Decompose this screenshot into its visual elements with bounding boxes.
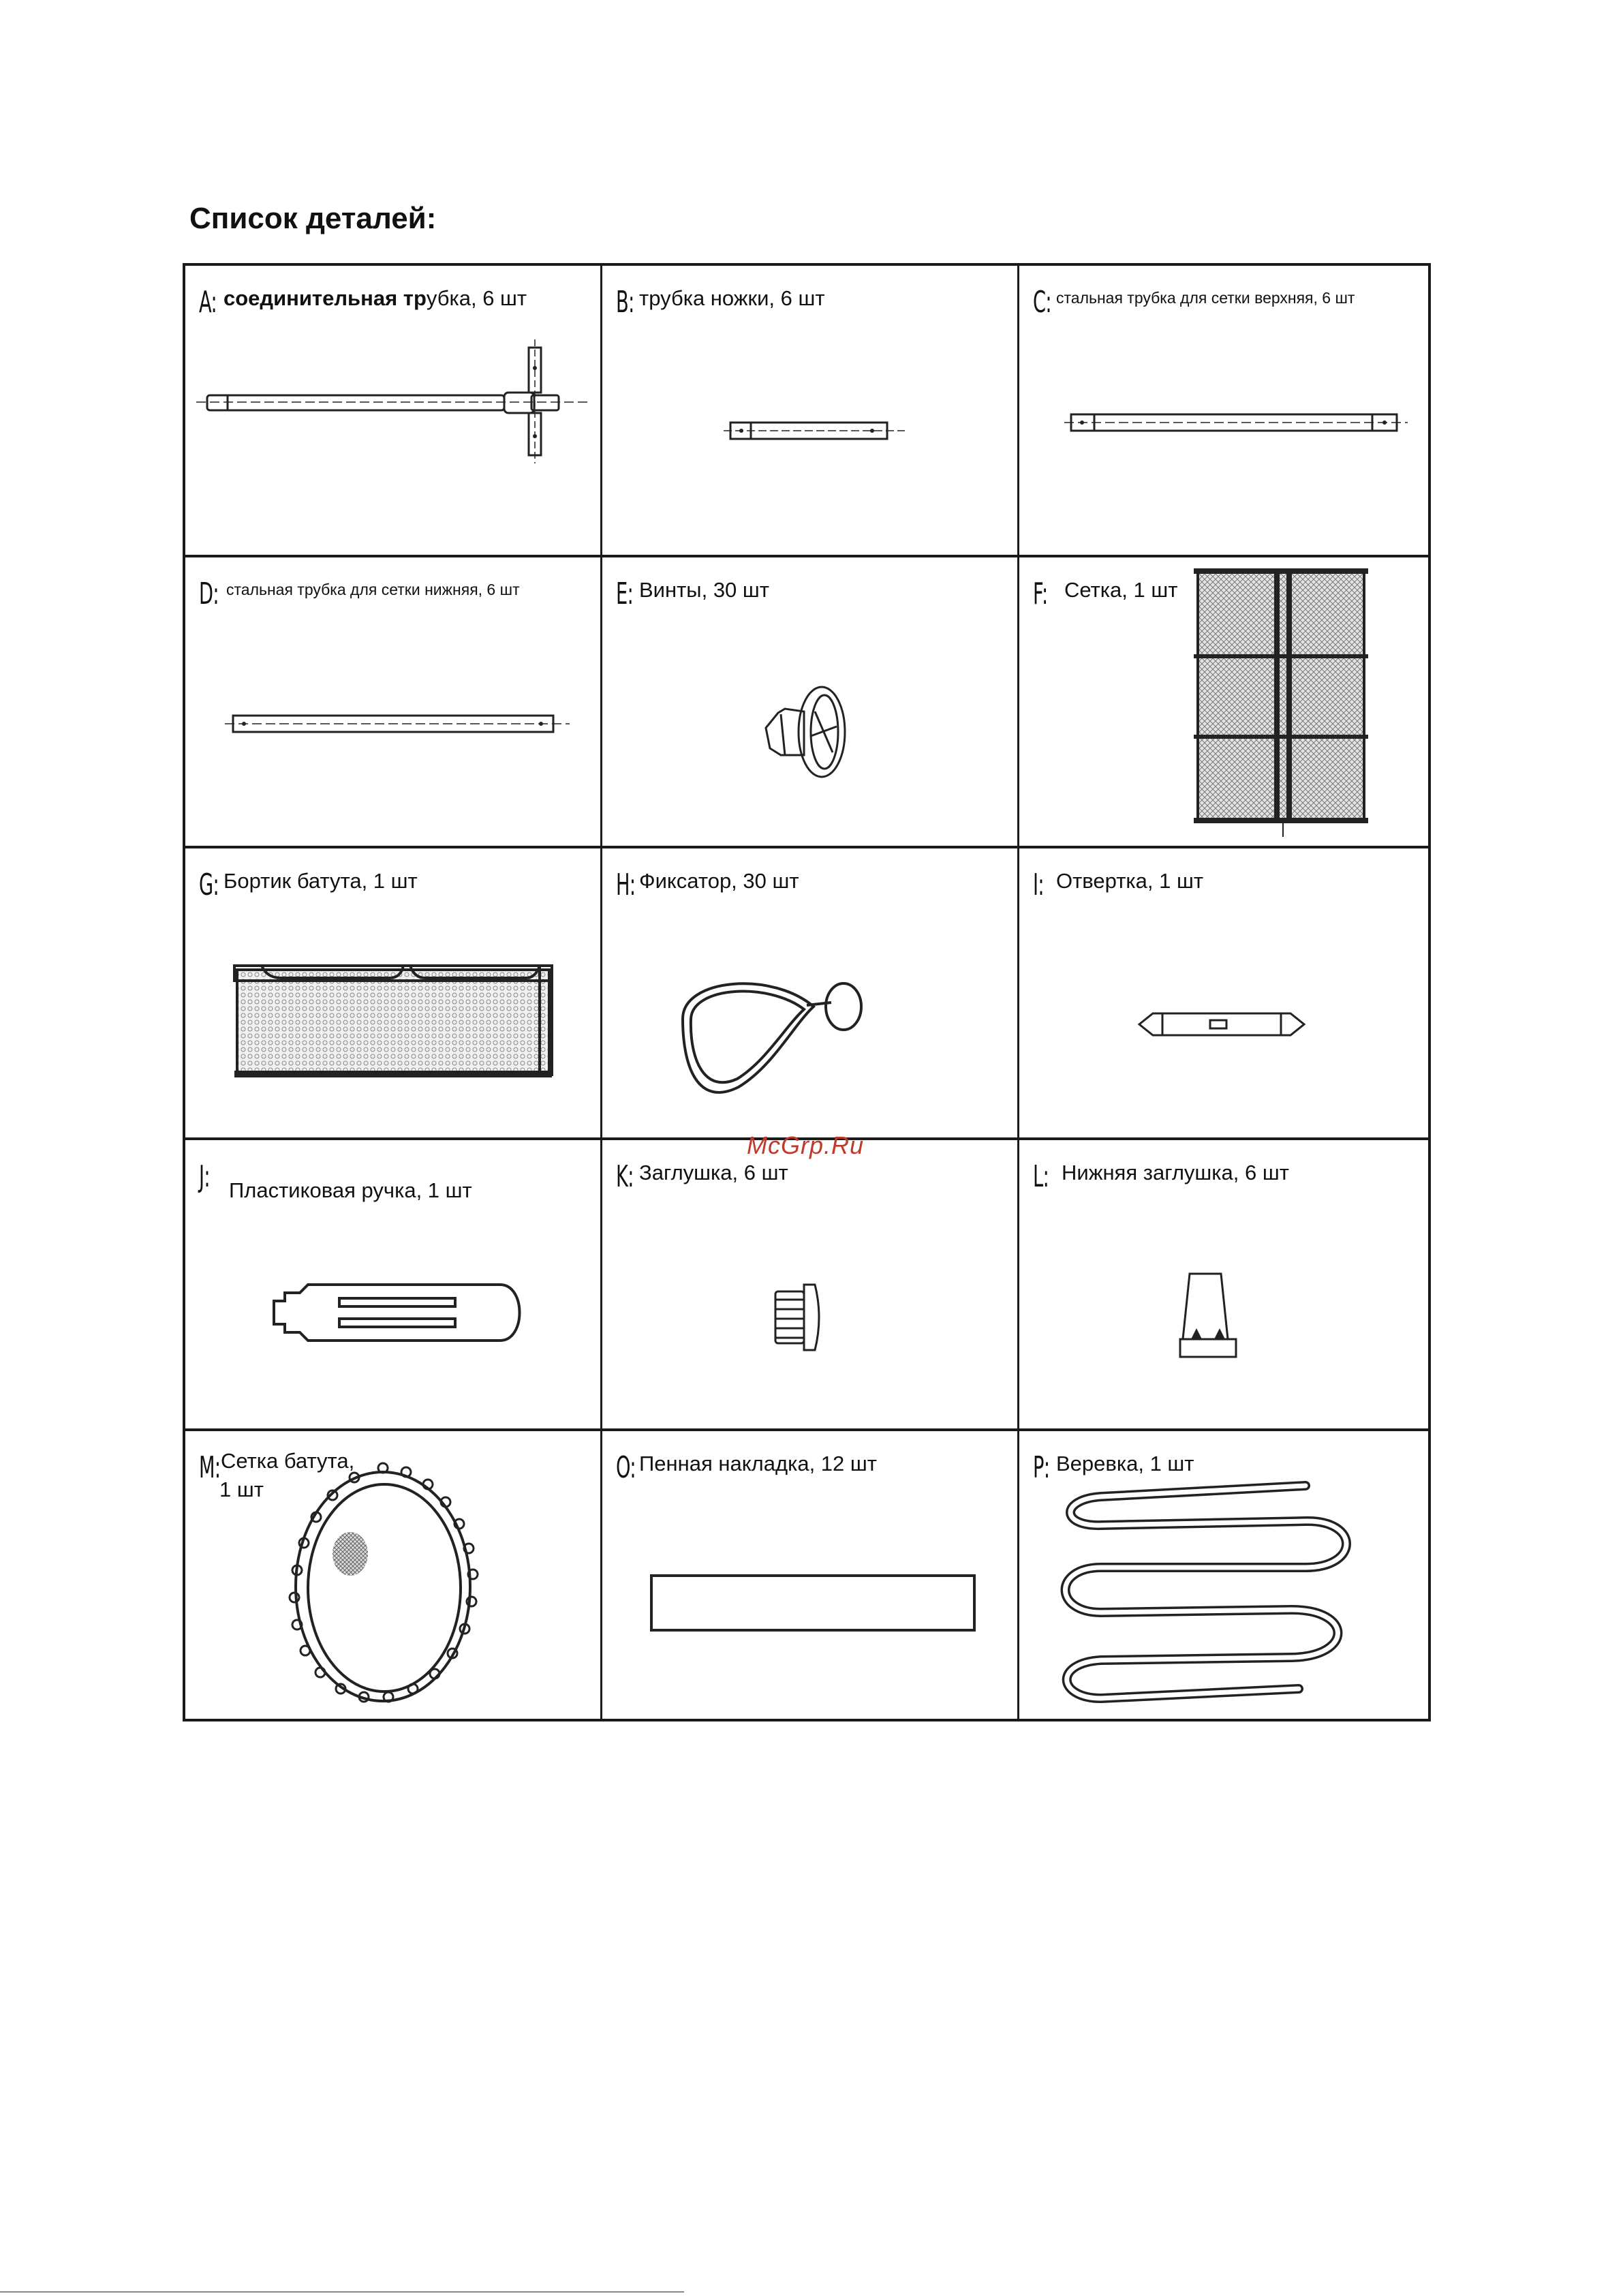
bottom-cap-icon	[1019, 1140, 1431, 1428]
part-label: Бортик батута, 1 шт	[223, 869, 418, 893]
part-label: Нижняя заглушка, 6 шт	[1062, 1161, 1289, 1184]
part-label: Винты, 30 шт	[639, 578, 769, 602]
part-letter: P:	[1033, 1450, 1050, 1485]
part-letter: O:	[616, 1450, 636, 1485]
part-label: Пластиковая ручка, 1 шт	[229, 1178, 472, 1202]
part-letter: F:	[1033, 577, 1048, 611]
lower-net-tube-icon	[185, 557, 600, 846]
part-label-bold: соединительная тр	[223, 286, 427, 310]
part-letter: B:	[616, 285, 634, 320]
net-icon	[1019, 557, 1431, 846]
part-cell-o	[602, 1431, 1017, 1719]
part-label: стальная трубка для сетки нижняя, 6 шт	[226, 581, 520, 598]
connecting-tube-icon	[185, 266, 600, 555]
part-cell-a	[185, 266, 600, 555]
part-label-qty: 1 шт	[219, 1478, 264, 1501]
part-label: трубка ножки, 6 шт	[639, 286, 825, 310]
part-letter: H:	[616, 868, 636, 902]
part-cell-j	[185, 1140, 600, 1428]
part-letter: C:	[1033, 285, 1051, 320]
part-cell-i	[1019, 848, 1431, 1137]
fixing-loop-icon	[602, 848, 1017, 1137]
foam-pad-icon	[602, 1431, 1017, 1719]
screwdriver-icon	[1019, 848, 1431, 1137]
part-cell-e	[602, 557, 1017, 846]
part-cell-c	[1019, 266, 1431, 555]
part-cell-p	[1019, 1431, 1431, 1719]
part-label: Заглушка, 6 шт	[639, 1161, 788, 1184]
part-cell-g	[185, 848, 600, 1137]
part-letter: L:	[1033, 1159, 1049, 1194]
part-label: Фиксатор, 30 шт	[639, 869, 799, 893]
part-cell-m	[185, 1431, 600, 1719]
part-letter: I:	[1033, 868, 1045, 902]
watermark: McGrp.Ru	[747, 1131, 865, 1159]
bottom-rule	[0, 2291, 684, 2293]
upper-net-tube-icon	[1019, 266, 1431, 555]
part-letter: E:	[616, 577, 634, 611]
part-label: стальная трубка для сетки верхняя, 6 шт	[1056, 289, 1355, 307]
part-cell-k	[602, 1140, 1017, 1428]
parts-table	[183, 263, 1431, 1721]
end-cap-icon	[602, 1140, 1017, 1428]
part-letter: J:	[199, 1159, 211, 1194]
part-cell-h	[602, 848, 1017, 1137]
part-cell-d	[185, 557, 600, 846]
part-letter: D:	[199, 577, 219, 611]
part-cell-l	[1019, 1140, 1431, 1428]
part-letter: G:	[199, 868, 219, 902]
plastic-handle-icon	[185, 1140, 600, 1428]
leg-tube-icon	[602, 266, 1017, 555]
part-cell-b	[602, 266, 1017, 555]
part-letter: A:	[199, 285, 217, 320]
trampoline-pad-icon	[185, 848, 600, 1137]
part-label: Сетка батута,	[221, 1449, 355, 1473]
page-title: Список деталей:	[189, 202, 437, 235]
part-label: Пенная накладка, 12 шт	[639, 1452, 877, 1475]
rope-icon	[1019, 1431, 1431, 1719]
part-label: Сетка, 1 шт	[1064, 578, 1178, 602]
part-label: Отвертка, 1 шт	[1056, 869, 1204, 893]
part-letter: K:	[616, 1159, 634, 1194]
part-label: убка, 6 шт	[426, 286, 527, 310]
screw-icon	[602, 557, 1017, 846]
trampoline-mat-icon	[185, 1431, 600, 1719]
part-cell-f	[1019, 557, 1431, 846]
part-label: Веревка, 1 шт	[1056, 1452, 1194, 1475]
part-letter: M:	[199, 1450, 221, 1485]
